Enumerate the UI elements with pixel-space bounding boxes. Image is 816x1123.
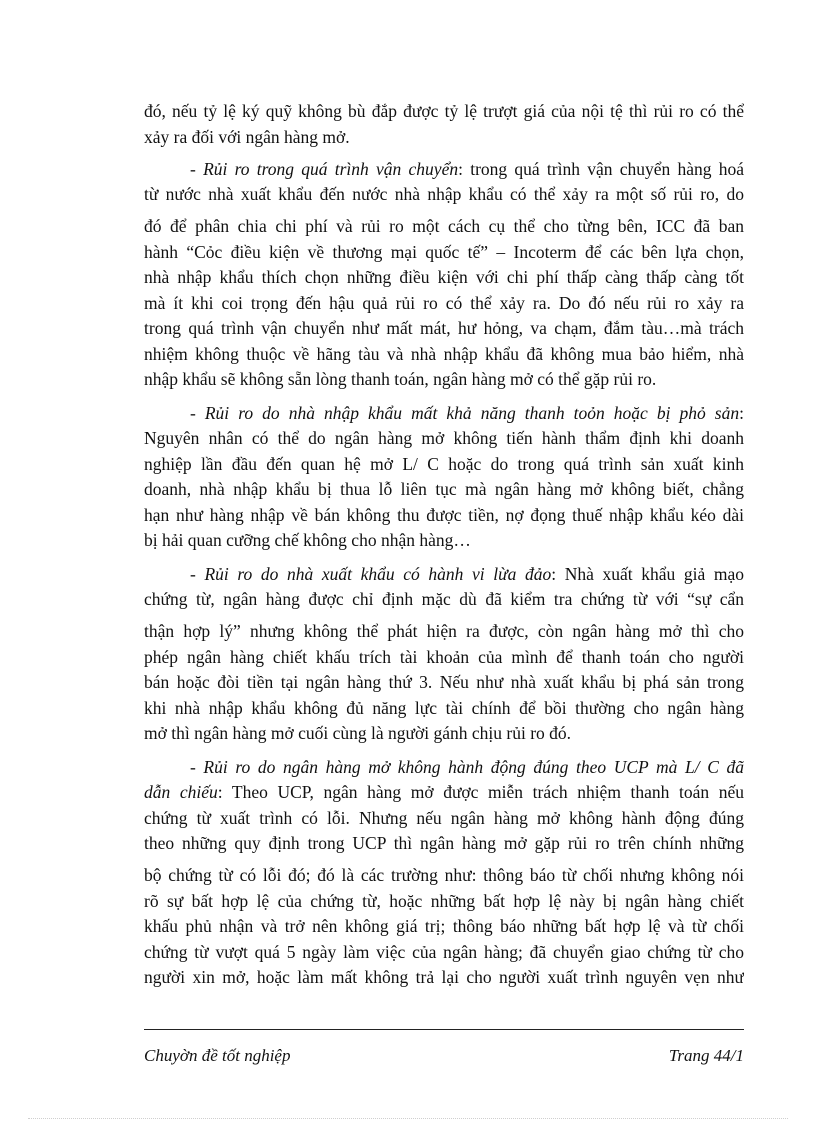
text-line: bán hoặc đòi tiền tại ngân hàng thứ 3. Nếu như nhà xuất khẩu bị phá sản trong — [144, 672, 744, 692]
text-line: người xin mở, hoặc làm mất không trả lại cho người xuất trình nguyên vẹn như — [144, 967, 744, 987]
text-line: đó, nếu tỷ lệ ký quỹ không bù đắp được tỷ lệ trượt giá của nội tệ thì rủi ro có thể — [144, 101, 744, 121]
text-line: nhà nhập khẩu thích chọn những điều kiện với chi phí thấp càng thấp càng tốt — [144, 267, 744, 287]
text-line: khấu phủ nhận và trở nên không giá trị; thông báo những bất hợp lệ và từ chối — [144, 916, 744, 936]
italic-heading: - Rủi ro do nhà nhập khẩu mất khả năng thanh toỏn hoặc bị phỏ sản — [190, 403, 740, 423]
page-bottom-guide — [28, 1118, 788, 1119]
paragraph-heading-line — [144, 755, 744, 779]
text-line: doanh, nhà nhập khẩu bị thua lỗ liên tục mà ngân hàng mở không biết, chẳng — [144, 479, 744, 499]
text-line: phép ngân hàng chiết khấu trích tài khoản của mình để thanh toán cho người — [144, 647, 744, 667]
text-line: hạn như hàng nhập về bán không thu được tiền, nợ đọng thuế nhập khẩu kéo dài — [144, 505, 744, 525]
paragraph-heading-line: - Rủi ro do nhà xuất khẩu có hành vi lừa đảo: Nhà xuất khẩu giả mạo — [190, 564, 744, 584]
text-line: nghiệp lần đầu đến quan hệ mở L/ C hoặc do trong quá trình sản xuất kinh — [144, 454, 744, 474]
text-line: từ nước nhà xuất khẩu đến nước nhà nhập khẩu có thể xảy ra một số rủi ro, do — [144, 184, 744, 204]
page-number: Trang 44/1 — [668, 1046, 744, 1065]
text-line: xảy ra đối với ngân hàng mở. — [144, 127, 350, 147]
text-line: nhập khẩu sẽ không sẵn lòng thanh toán, ngân hàng mở có thể gặp rủi ro. — [144, 369, 657, 389]
text-line: trong quá trình vận chuyển như mất mát, hư hỏng, va chạm, đắm tàu…mà trách — [144, 318, 744, 338]
italic-heading: dẫn chiếu — [144, 782, 218, 802]
paragraph-heading-line: - Rủi ro do nhà nhập khẩu mất khả năng thanh toỏn hoặc bị phỏ sản: — [190, 403, 744, 423]
text-line: bộ chứng từ có lỗi đó; đó là các trường như: thông báo từ chối nhưng không nói — [144, 865, 744, 885]
text-line: khi nhà nhập khẩu không đủ năng lực tài chính để bồi thường cho ngân hàng — [144, 698, 744, 718]
italic-heading: - Rủi ro trong quá trình vận chuyển — [190, 159, 459, 179]
paragraph-heading-line: - Rủi ro trong quá trình vận chuyển: trong quá trình vận chuyển hàng hoá — [190, 159, 744, 179]
text-line: hành “Cỏc điều kiện về thương mại quốc tế” – Incoterm để các bên lựa chọn, — [144, 242, 744, 262]
text-line: nhiệm không thuộc về hãng tàu và nhà nhập khẩu đã không mua bảo hiểm, nhà — [144, 344, 744, 364]
italic-heading: - Rủi ro do nhà xuất khẩu có hành vi lừa đảo — [190, 564, 552, 584]
text-line: mở thì ngân hàng mở cuối cùng là người gánh chịu rủi ro đó. — [144, 723, 572, 743]
paragraph-heading-line: dẫn chiếu: Theo UCP, ngân hàng mở được miễn trách nhiệm thanh toán nếu — [144, 782, 744, 802]
text-line: đó để phân chia chi phí và rủi ro một cách cụ thể cho từng bên, ICC đã ban — [144, 216, 744, 236]
text-line: rõ sự bất hợp lệ của chứng từ, hoặc những bất hợp lệ này bị ngân hàng chiết — [144, 891, 744, 911]
text-line: Nguyên nhân có thể do ngân hàng mở không tiến hành thẩm định khi doanh — [144, 428, 744, 448]
text-line: thận hợp lý” nhưng không thể phát hiện ra được, còn ngân hàng mở thì cho — [144, 621, 744, 641]
text-line: chứng từ vượt quá 5 ngày làm việc của ngân hàng; đã chuyển giao chứng từ cho — [144, 942, 744, 962]
footer-title: Chuyờn đề tốt nghiệp — [144, 1046, 291, 1065]
footer-divider — [144, 1029, 744, 1030]
text-line: chứng từ xuất trình có lỗi. Nhưng nếu ngân hàng mở không hành động đúng — [144, 808, 744, 828]
text-line: mà ít khi coi trọng đến hậu quả rủi ro có thể xảy ra. Do đó nếu rủi ro xảy ra — [144, 293, 744, 313]
text-line: theo những quy định trong UCP thì ngân hàng mở gặp rủi ro trên chính những — [144, 833, 744, 853]
text-line: chứng từ, ngân hàng được chỉ định mặc dù đã kiểm tra chứng từ với “sự cẩn — [144, 589, 744, 609]
italic-heading: - Rủi ro do ngân hàng mở không hành động đúng theo UCP mà L/ C đã — [190, 757, 744, 777]
text-line: bị hải quan cưỡng chế không cho nhận hàng… — [144, 530, 471, 550]
